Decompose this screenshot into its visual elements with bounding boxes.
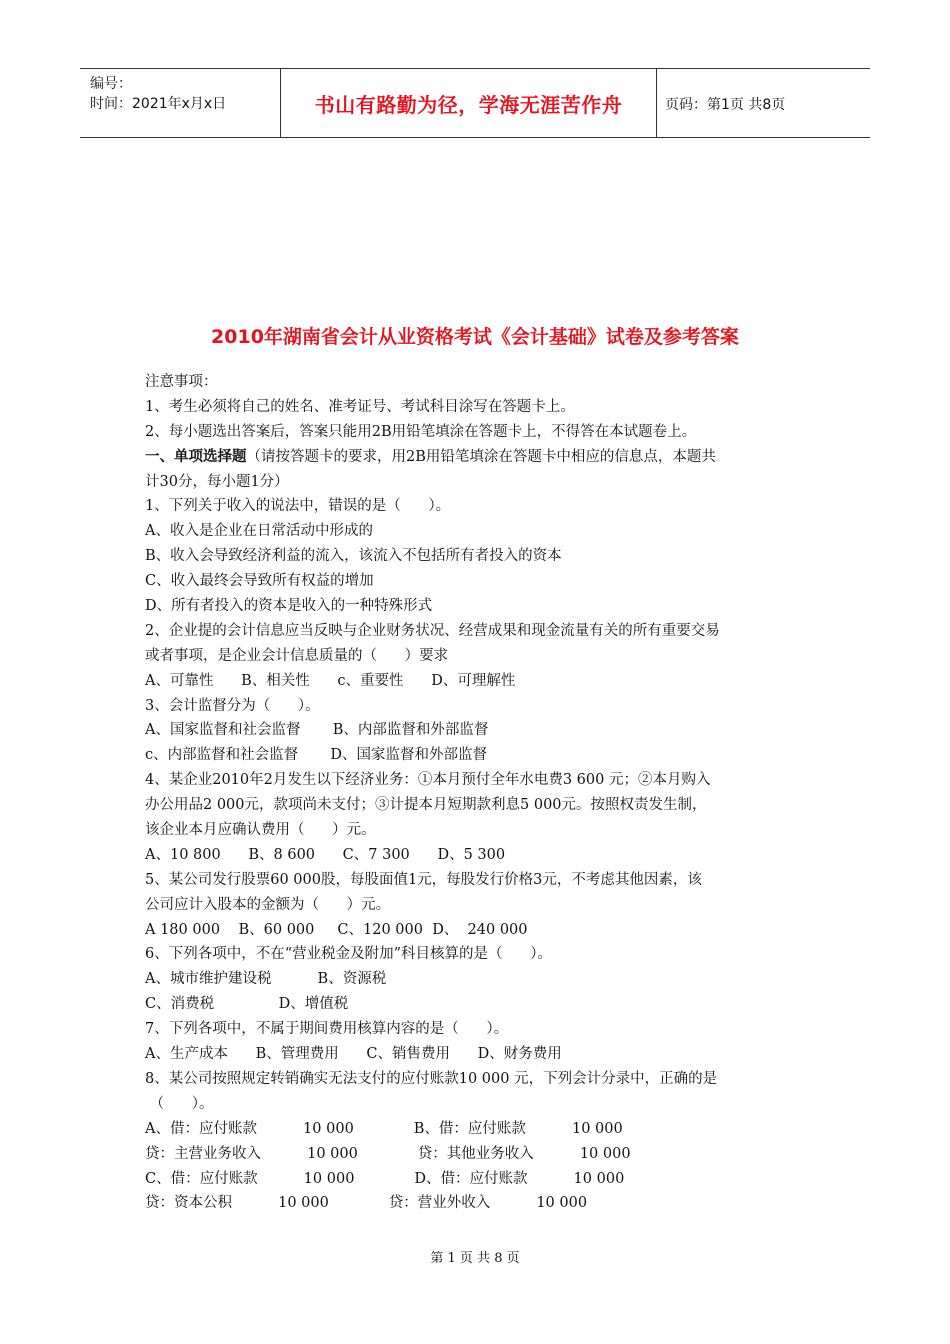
option-line: A、国家监督和社会监督 B、内部监督和外部监督 <box>145 722 489 739</box>
option-line: A 180 000 B、60 000 C、120 000 D、 240 000 <box>145 921 528 938</box>
section-heading-line <box>145 445 810 470</box>
question-line: （ ）。 <box>145 1095 214 1112</box>
question-line: 或者事项，是企业会计信息质量的（ ）要求 <box>145 647 449 664</box>
document-title: 2010年湖南省会计从业资格考试《会计基础》试卷及参考答案 <box>211 326 739 348</box>
page-footer: 第 1 页 共 8 页 <box>430 1251 520 1266</box>
header-motto-cell <box>281 69 657 137</box>
header-page-code: 页码：第1页 共8页 <box>665 97 786 113</box>
entry-line: C、借：应付账款 10 000 D、借：应付账款 10 000 <box>145 1170 625 1187</box>
option-line: A、收入是企业在日常活动中形成的 <box>145 523 373 540</box>
document-time-label: 时间：2021年x月x日 <box>90 96 227 112</box>
header-motto: 书山有路勤为径，学海无涯苦作舟 <box>314 93 623 117</box>
entry-line: 贷：主营业务收入 10 000 贷：其他业务收入 10 000 <box>145 1145 631 1162</box>
entry-line: A、借：应付账款 10 000 B、借：应付账款 10 000 <box>145 1120 623 1137</box>
text-line: 计30分，每小题1分） <box>145 473 289 490</box>
header-page-cell <box>657 69 870 137</box>
question-line: 8、某公司按照规定转销确实无法支付的应付账款10 000 元，下列会计分录中，正确的是 <box>145 1070 718 1087</box>
question-line: 1、下列关于收入的说法中，错误的是（ ）。 <box>145 498 451 515</box>
question-line: 3、会计监督分为（ ）。 <box>145 697 320 714</box>
option-line: A、可靠性 B、相关性 c、重要性 D、可理解性 <box>145 672 516 689</box>
entry-line: 贷：资本公积 10 000 贷：营业外收入 10 000 <box>145 1195 588 1212</box>
page-header <box>80 68 870 138</box>
option-line: B、收入会导致经济利益的流入，该流入不包括所有者投入的资本 <box>145 548 562 565</box>
text-line: 注意事项： <box>145 374 218 390</box>
question-line: 2、企业提的会计信息应当反映与企业财务状况、经营成果和现金流量有关的所有重要交易 <box>145 622 720 639</box>
section-heading: 一、单项选择题 <box>145 447 247 465</box>
exam-body <box>145 370 810 1216</box>
question-line: 公司应计入股本的金额为（ ）元。 <box>145 896 391 913</box>
option-line: C、收入最终会导致所有权益的增加 <box>145 573 374 590</box>
question-line: 4、某企业2010年2月发生以下经济业务：①本月预付全年水电费3 600 元；②本月购入 <box>145 772 711 789</box>
document-number-label: 编号： <box>90 76 132 92</box>
question-line: 6、下列各项中，不在“营业税金及附加”科目核算的是（ ）。 <box>145 946 552 963</box>
text-line: 2、每小题选出答案后，答案只能用2B用铅笔填涂在答题卡上，不得答在本试题卷上。 <box>145 423 697 440</box>
option-line: D、所有者投入的资本是收入的一种特殊形式 <box>145 598 433 615</box>
question-line: 该企业本月应确认费用（ ）元。 <box>145 822 376 839</box>
question-line: 办公用品2 000元，款项尚未支付；③计提本月短期款利息5 000元。按照权责发生制， <box>145 797 707 814</box>
text-line: 1、考生必须将自己的姓名、准考证号、考试科目涂写在答题卡上。 <box>145 398 575 415</box>
option-line: C、消费税 D、增值税 <box>145 996 349 1013</box>
option-line: A、10 800 B、8 600 C、7 300 D、5 300 <box>145 846 506 863</box>
option-line: A、生产成本 B、管理费用 C、销售费用 D、财务费用 <box>145 1046 562 1063</box>
question-line: 7、下列各项中，不属于期间费用核算内容的是（ ）。 <box>145 1021 509 1038</box>
header-info-cell <box>80 69 281 137</box>
question-line: 5、某公司发行股票60 000股，每股面值1元，每股发行价格3元，不考虑其他因素，该 <box>145 871 702 888</box>
section-instructions: （请按答题卡的要求，用2B用铅笔填涂在答题卡中相应的信息点，本题共 <box>246 448 716 465</box>
option-line: c、内部监督和社会监督 D、国家监督和外部监督 <box>145 747 488 764</box>
option-line: A、城市维护建设税 B、资源税 <box>145 971 387 988</box>
